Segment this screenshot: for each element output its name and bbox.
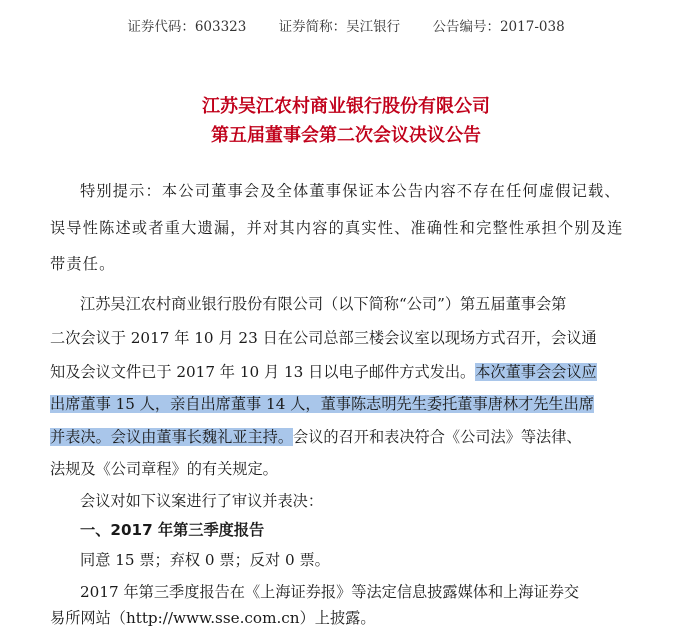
- para2: 会议对如下议案进行了审议并表决：: [80, 492, 323, 510]
- announcement-title: 第五届董事会第二次会议决议公告: [211, 125, 481, 146]
- selected-text[interactable]: 本次董事会会议应: [475, 363, 597, 381]
- notice-line-3: 带责任。: [50, 255, 116, 273]
- para1-line-5: [50, 427, 650, 447]
- notice-line-1: 特别提示：本公司董事会及全体董事保证本公告内容不存在任何虚假记载、: [80, 182, 621, 200]
- document-header: [0, 15, 692, 35]
- company-title: 江苏吴江农村商业银行股份有限公司: [202, 96, 490, 117]
- notice-number: 公告编号：2017-038: [432, 19, 565, 35]
- stock-abbr: 证券简称：吴江银行: [278, 19, 401, 35]
- notice-line-2: 误导性陈述或者重大遗漏，并对其内容的真实性、准确性和完整性承担个别及连: [50, 219, 624, 237]
- para1-line-3: [50, 362, 650, 382]
- item1-votes: 同意 15 票；弃权 0 票；反对 0 票。: [80, 551, 330, 569]
- para1-line-3-plain: 知及会议文件已于 2017 年 10 月 13 日以电子邮件方式发出。: [50, 363, 476, 381]
- stock-code: 证券代码：603323: [127, 19, 247, 35]
- selected-text[interactable]: 并表决。会议由董事长魏礼亚主持。: [50, 428, 293, 446]
- item1-heading: 一、2017 年第三季度报告: [80, 521, 265, 539]
- item1-text-2: 易所网站（http://www.sse.com.cn）上披露。: [50, 609, 376, 627]
- para1-line-6: 法规及《公司章程》的有关规定。: [50, 460, 278, 478]
- para1-line-2: 二次会议于 2017 年 10 月 23 日在公司总部三楼会议室以现场方式召开，会议通: [50, 329, 597, 347]
- para1-line-1: 江苏吴江农村商业银行股份有限公司（以下简称“公司”）第五届董事会第: [80, 295, 567, 313]
- item1-text-1: 2017 年第三季度报告在《上海证券报》等法定信息披露媒体和上海证券交: [80, 583, 580, 601]
- para1-line-5-plain: 会议的召开和表决符合《公司法》等法律、: [293, 428, 582, 446]
- para1-line-4: [50, 394, 650, 414]
- selected-text[interactable]: 出席董事 15 人，亲自出席董事 14 人，董事陈志明先生委托董事唐林才先生出席: [50, 395, 594, 413]
